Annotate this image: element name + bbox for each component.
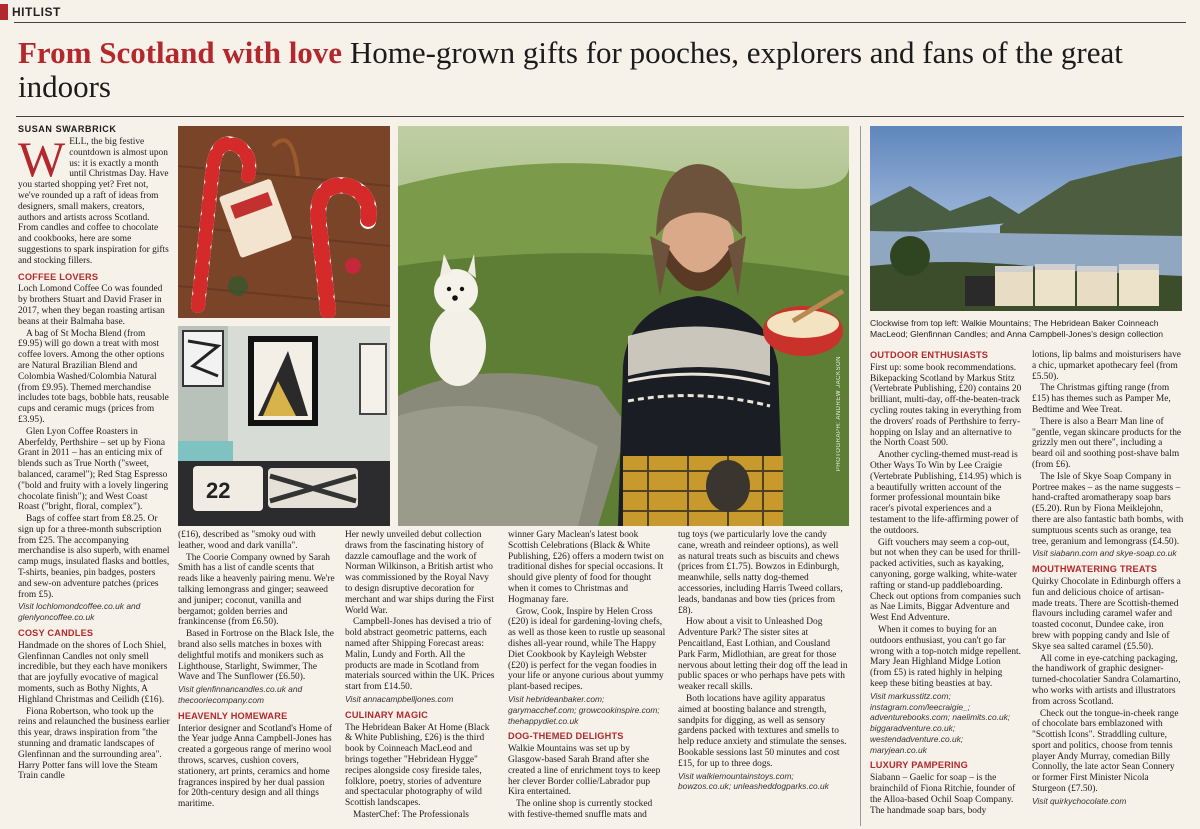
web-link: Visit walkiemountainstoys.com; bowzos.co.uk; unleasheddogparks.co.uk <box>678 770 829 792</box>
web-link: Visit hebrideanbaker.com; garymacchef.com; growcookinspire.com; thehappydiet.co.uk <box>508 693 660 726</box>
paragraph: Another cycling-themed must-read is Other Ways To Win by Lee Craigie (Vertebrate Publishing, £14.95) which is a beautifully written account of the former professional mountain bike racer's pivotal experiences and a testament to the life-affirming power of the outdoors. <box>870 450 1022 536</box>
web-link: Visit annacampbelljones.com <box>345 693 454 704</box>
paragraph: Check out the tongue-in-cheek range of chocolate bars emblazoned with "Scottish Icons". Straddling culture, sport and politics, choose from tennis player Andy Murray, comedian Billy Connolly, the late actor Sean Connery or former First Minister Nicola Sturgeon (£7.50). <box>1032 708 1179 795</box>
paragraph: The Coorie Company owned by Sarah Smith has a list of candle scents that reads like a heavenly pairing menu. We're talking lemongrass and ginger; seaweed and juniper; coconut, vanilla and bergamot; golden berries and frankincense (from £6.50). <box>178 552 335 628</box>
paragraph: The Isle of Skye Soap Company in Portree makes – as the name suggests – hand-crafted aromatherapy soap bars (£5.20). Run by Fiona Meiklejohn, there are also fantastic bath bombs, with sumptuous scents such as orange, tea tree, geranium and lemongrass (£4.50). <box>1032 471 1184 547</box>
column-1 <box>18 137 171 827</box>
heading-mouthwatering-treats: MOUTHWATERING TREATS <box>1032 564 1158 575</box>
dropcap: W <box>18 137 66 187</box>
paragraph: Quirky Chocolate in Edinburgh offers a fun and delicious choice of artisan-made treats. There are Scottish-themed flavours including caramel wafer and toasted coconut, Dundee cake, iron brew with popping candy and Isle of Skye sea salted caramel (£5.50). <box>1032 576 1181 652</box>
paragraph: Grow, Cook, Inspire by Helen Cross (£20) is ideal for gardening-loving chefs, as well as those keen to rustle up seasonal dishes all-year round, while The Happy Diet Cookbook by Kayleigh Webster (£20) is perfect for the vegan foodies in your life or anyone curious about yummy plant-based recipes. <box>508 606 666 693</box>
intro-paragraph: WELL, the big festive countdown is almost upon us: it is exactly a month until Christmas Day. Have you started shopping yet? Fret not, we've rounded up a raft of ideas from designers, small makers, creators, authors and artists across Scotland. From candles and coffee to chocolate and cookbooks, here are some suggestions to spark inspiration for gifts and stocking fillers. <box>18 137 169 266</box>
candy-cane-photo <box>178 126 390 318</box>
heading-cosy-candles: COSY CANDLES <box>18 628 94 639</box>
paragraph: Siabann – Gaelic for soap – is the brainchild of Fiona Ritchie, founder of the Alloa-based Ochil Soap Company. The handmade soap bars, body <box>870 773 1016 816</box>
paragraph: Interior designer and Scotland's Home of the Year judge Anna Campbell-Jones has created a gorgeous range of merino wool throws, scarves, cushion covers, stationery, art prints, ceramics and home fragrances inspired by her dual passion for 20th-century design and all things maritime. <box>178 723 332 810</box>
paragraph: The online shop is currently stocked with festive-themed snuffle mats and <box>508 799 653 820</box>
paragraph: tug toys (we particularly love the candy cane, wreath and reindeer options), as well as natural treats such as biscuits and chews (prices from £1.75). Bowzos in Edinburgh, meanwhile, sells natty dog-themed accessories, including Harris Tweed collars, leads, bandanas and bow ties (prices from £8). <box>678 530 843 616</box>
heading-heavenly-homeware: HEAVENLY HOMEWARE <box>178 710 288 721</box>
paragraph: The Christmas gifting range (from £15) has themes such as Pamper Me, Bedtime and Wee Treat. <box>1032 383 1171 415</box>
column-3 <box>345 530 495 826</box>
web-link: Visit markusstitz.com; instagram.com/leecraigie_; adventurebooks.com; naelimits.co.uk; biggaradventure.co.uk; westendadventure.co.uk; maryjean.co.uk <box>870 690 1011 755</box>
heading-outdoor-enthusiasts: OUTDOOR ENTHUSIASTS <box>870 350 989 360</box>
column-2 <box>178 530 336 826</box>
glenfinnan-photo <box>870 126 1182 311</box>
paragraph: Both locations have agility apparatus aimed at boosting balance and strength, sandpits for digging, as well as sensory gardens packed with textures and smells to help reduce anxiety and stimulate the senses. Bookable sessions last 50 minutes and cost £15, for up to three dogs. <box>678 693 847 769</box>
headline-rest: Home-grown gifts for pooches, explorers and fans of the great indoors <box>18 35 1123 104</box>
heading-culinary-magic: CULINARY MAGIC <box>345 709 428 720</box>
interior-illustration <box>178 326 390 526</box>
headline-rule <box>16 116 1184 117</box>
web-link: Visit quirkychocolate.com <box>1032 795 1127 806</box>
paragraph: There is also a Bearr Man line of "gentle, vegan skincare products for the grizzly men out there", including a beard oil and soothing post-shave balm (from £6). <box>1032 416 1182 470</box>
column-5 <box>678 530 848 826</box>
web-link: Visit lochlomondcoffee.co.uk and glenlyoncoffee.co.uk <box>18 601 141 623</box>
glenfinnan-illustration <box>870 126 1182 311</box>
paragraph: Glen Lyon Coffee Roasters in Aberfeldy, Perthshire – set up by Fiona Grant in 2011 – has an enticing mix of blends such as True North ("sweet, balanced, caramel"); Red Stag Espresso ("bold and fruity with a lovely lingering chocolate finish"); and West Coast Roast ("bright, floral, complex"). <box>18 426 169 513</box>
section-tag <box>0 2 300 22</box>
section-tag-bar <box>0 4 8 20</box>
headline <box>18 36 1178 104</box>
paragraph: First up: some book recommendations. Bikepacking Scotland by Markus Stitz (Vertebrate Publishing, £20) contains 20 brilliant, multi-day, off-the-beaten-track cycling routes taking in everything from the drovers' roads of Perthshire to ferry-hopping on Islay and an alternative to the North Coast 500. <box>870 362 1022 449</box>
web-link: Visit glenfinnancandles.co.uk and thecooriecompany.com <box>178 684 303 705</box>
paragraph: Walkie Mountains was set up by Glasgow-based Sarah Brand after she created a line of enrichment toys to keep her clever Border collie/Labrador pup Kira entertained. <box>508 744 661 798</box>
hebridean-baker-photo <box>398 126 849 526</box>
top-rule <box>14 22 1186 23</box>
paragraph: lotions, lip balms and moisturisers have a chic, upmarket apothecary feel (from £5.50). <box>1032 350 1181 382</box>
interior-photo <box>178 326 390 526</box>
byline: SUSAN SWARBRICK <box>18 124 117 134</box>
heading-dog-themed-delights: DOG-THEMED DELIGHTS <box>508 731 624 742</box>
paragraph: MasterChef: The Professionals <box>353 809 469 820</box>
heading-luxury-pampering: LUXURY PAMPERING <box>870 760 968 771</box>
paragraph: (£16), described as "smoky oud with leather, wood and dark vanilla". <box>178 530 316 551</box>
paragraph: When it comes to buying for an outdoors enthusiast, you can't go far wrong with a top-notch midge repellent. Mary Jean Highland Midge Lotion (from £5) is rated highly in helping keep these biting beasties at bay. <box>870 624 1022 689</box>
photo-caption: Clockwise from top left: Walkie Mountains; The Hebridean Baker Coinneach MacLeod; Glenfinnan Candles; and Anna Campbell-Jones's design collection <box>870 318 1164 339</box>
paragraph: Her newly unveiled debut collection draws from the fascinating history of dazzle camouflage and the work of Norman Wilkinson, a British artist who was commissioned by the Royal Navy to design disruptive decoration for merchant and war ships during the First World War. <box>345 530 494 616</box>
paragraph: Based in Fortrose on the Black Isle, the brand also sells matches in boxes with delightful motifs and monikers such as Lighthouse, Starlight, Swimmer, The Wave and The Sunflower (£6.50). <box>178 629 334 683</box>
svg-text:22: 22 <box>206 478 231 503</box>
section-tag-label: HITLIST <box>12 5 61 19</box>
paragraph: All come in eye-catching packaging, the handiwork of graphic designer-turned-chocolatier Sandra Colamartino, who works with artists and illustrators from across Scotland. <box>1032 653 1181 707</box>
paragraph: Handmade on the shores of Loch Shiel, Glenfinnan Candles not only smell incredible, but they each have monikers that are joyfully evocative of magical moments, such as Bothy Nights, A Highland Christmas and Ceilidh (£16). <box>18 640 168 705</box>
paragraph: Campbell-Jones has devised a trio of bold abstract geometric patterns, each named after Shipping Forecast areas: Malin, Lundy and Forth. All the products are made in Scotland from materials sourced within the UK. Prices start from £14.50. <box>345 617 495 693</box>
paragraph: Gift vouchers may seem a cop-out, but not when they can be used for thrill-packed activities, such as kayaking, canyoning, gorge walking, white-water rafting or stand-up paddleboarding. Check out options from companies such as Nae Limits, Biggar Adventure and West End Adventure. <box>870 537 1021 624</box>
candy-cane-illustration <box>178 126 390 318</box>
column-divider <box>860 126 861 826</box>
hebridean-baker-illustration <box>398 126 849 526</box>
column-6 <box>870 350 1022 826</box>
headline-red: From Scotland with love <box>18 35 343 70</box>
paragraph: The Hebridean Baker At Home (Black & White Publishing, £26) is the third book by Coinneach MacLeod and brings together "Hebridean Hygge" recipes alongside cosy fireside tales, folklore, poetry, stories of adventure and spectacular photography of wild Scottish landscapes. <box>345 722 490 809</box>
paragraph: How about a visit to Unleashed Dog Adventure Park? The sister sites at Pencaitland, East Lothian, and Cousland Park Farm, Midlothian, are great for those nervous about letting their dog off the lead in public spaces or who perhaps have pets with weaker recall skills. <box>678 617 848 693</box>
photo-credit: PHOTOGRAPH: ANDREW JACKSON <box>836 356 842 472</box>
paragraph: A bag of St Mocha Blend (from £9.95) will go down a treat with most coffee lovers. Among the other options are Natural Brazilian Blend and Colombia Washed/Colombia Natural (from £9.95). Themed merchandise includes tote bags, bobble hats, reusable cups and ceramic mugs (prices from £3.95). <box>18 328 169 425</box>
paragraph: winner Gary Maclean's latest book Scottish Celebrations (Black & White Publishing, £26) offers a modern twist on traditional dishes for special occasions. It should give plenty of food for thought when it comes to Christmas and Hogmanay fare. <box>508 530 664 605</box>
paragraph: Loch Lomond Coffee Co was founded by brothers Stuart and David Fraser in 2017, when they began roasting artisan beans at their Balmaha base. <box>18 284 165 327</box>
web-link: Visit siabann.com and skye-soap.co.uk <box>1032 548 1177 559</box>
column-4 <box>508 530 668 826</box>
heading-coffee-lovers: COFFEE LOVERS <box>18 271 99 282</box>
paragraph: Fiona Robertson, who took up the reins and relaunched the business earlier this year, draws inspiration from "the stunning and dramatic landscapes of Glenfinnan and the surrounding area". Harry Potter fans will love the Steam Train candle <box>18 706 170 782</box>
paragraph: Bags of coffee start from £8.25. Or sign up for a three-month subscription from £25. The accompanying merchandise is also superb, with enamel camp mugs, insulated flasks and bottles, T-shirts, beanies, pin badges, posters and sew-on adventure patches (prices from £5). <box>18 514 170 600</box>
column-7 <box>1032 350 1184 826</box>
